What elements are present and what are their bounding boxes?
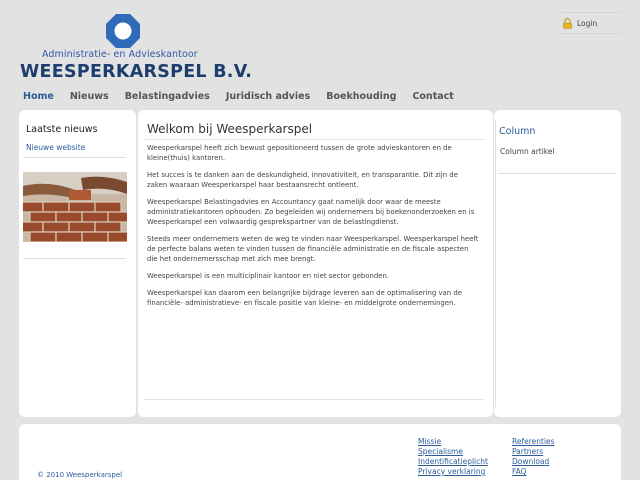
lock-icon bbox=[563, 18, 572, 29]
footer-link-referenties[interactable]: Referenties bbox=[512, 437, 555, 446]
footer-link-download[interactable]: Download bbox=[512, 457, 550, 466]
main-content bbox=[138, 110, 493, 417]
news-sidebar bbox=[19, 110, 136, 417]
logo-subtitle: Administratie- en Advieskantoor bbox=[42, 49, 198, 60]
nav-item-juridisch-advies[interactable]: Juridisch advies bbox=[225, 91, 311, 102]
paragraph: Weesperkarspel heeft zich bewust gepositioneerd tussen de grote advieskantoren en de kleine(thuis) kantoren. bbox=[147, 144, 452, 162]
footer-link-identificatieplicht[interactable]: Indentificatieplicht bbox=[418, 457, 488, 466]
paragraph: Weesperkarspel kan daarom een belangrijke bijdrage leveren aan de optimalisering van de financiële- administratieve- en fiscale positie van kleine- en middelgrote ondernemingen. bbox=[147, 289, 462, 307]
paragraph: Weesperkarspel Belastingadvies en Accountancy gaat namelijk door waar de meeste administratiekantoren ophouden. Zo begeleiden wij ondernemers bij boekenonderzoeken en is Weesperkarspel een volwaardig gesprekspartner van de belastingdienst. bbox=[147, 198, 475, 226]
divider bbox=[23, 157, 126, 158]
divider bbox=[498, 173, 616, 174]
copyright: © 2010 Weesperkarspel bbox=[37, 471, 123, 479]
divider bbox=[23, 258, 126, 259]
login-label: Login bbox=[577, 18, 598, 28]
news-link[interactable]: Nieuwe website bbox=[26, 143, 86, 152]
column-heading: Column bbox=[499, 126, 536, 137]
header bbox=[0, 0, 640, 88]
article-body bbox=[147, 143, 480, 315]
nav-item-nieuws[interactable]: Nieuws bbox=[69, 91, 109, 102]
nav-item-belastingadvies[interactable]: Belastingadvies bbox=[124, 91, 210, 102]
nav-item-home[interactable]: Home bbox=[23, 91, 54, 102]
footer-link-privacy[interactable]: Privacy verklaring bbox=[418, 467, 486, 476]
footer-link-partners[interactable]: Partners bbox=[512, 447, 544, 456]
news-photo bbox=[23, 172, 127, 242]
login-button[interactable] bbox=[561, 12, 621, 34]
logo-octagon-icon bbox=[105, 13, 141, 49]
divider bbox=[144, 139, 484, 140]
main-nav bbox=[23, 91, 470, 102]
footer-link-faq[interactable]: FAQ bbox=[512, 467, 527, 476]
footer-links-col2 bbox=[512, 437, 555, 477]
paragraph: Weesperkarspel is een multiciplinair kantoor en niet sector gebonden. bbox=[147, 272, 390, 280]
paragraph: Steeds meer ondernemers weten de weg te vinden naar Weesperkarspel. Weesperkarspel heeft de perfecte balans weten te vinden tussen de financiële administratie en de fiscale aspecten die het ondernemersschap met zich mee brengt. bbox=[147, 235, 479, 263]
page-title: Welkom bij Weesperkarspel bbox=[147, 122, 313, 136]
column-article-link[interactable]: Column artikel bbox=[500, 147, 555, 156]
paragraph: Het succes is te danken aan de deskundigheid, innovativiteit, en transparantie. Dit zijn de zaken waaraan Weesperkarspel haar bestaansrecht ontleent. bbox=[147, 171, 458, 189]
nav-item-boekhouding[interactable]: Boekhouding bbox=[326, 91, 397, 102]
logo-name[interactable]: WEESPERKARSPEL B.V. bbox=[20, 61, 253, 82]
column-sidebar bbox=[494, 110, 621, 417]
footer-link-missie[interactable]: Missie bbox=[418, 437, 442, 446]
footer-links-col1 bbox=[418, 437, 488, 477]
divider bbox=[144, 399, 484, 400]
nav-item-contact[interactable]: Contact bbox=[412, 91, 454, 102]
footer bbox=[19, 424, 621, 480]
news-heading: Laatste nieuws bbox=[26, 124, 98, 135]
footer-link-specialisme[interactable]: Specialisme bbox=[418, 447, 463, 456]
divider bbox=[495, 120, 496, 407]
